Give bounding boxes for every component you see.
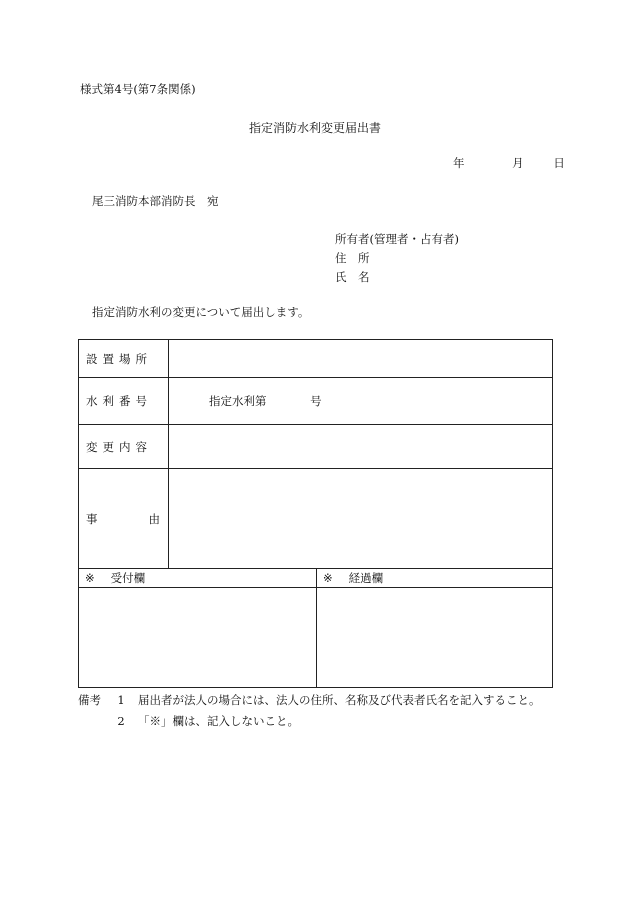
reason-field[interactable] xyxy=(169,469,553,569)
remark-num: 1 xyxy=(117,693,125,707)
date-year: 年 xyxy=(453,156,465,170)
remarks xyxy=(78,690,541,732)
progress-field xyxy=(317,588,553,688)
reception-header: ※ 受付欄 xyxy=(79,569,317,588)
owner-name-label: 氏 名 xyxy=(335,270,370,284)
notice-text: 指定消防水利の変更について届出します。 xyxy=(92,305,310,319)
owner-label: 所有者(管理者・占有者) xyxy=(335,232,459,246)
form-number: 様式第4号(第7条関係) xyxy=(80,82,196,96)
owner-address-label: 住 所 xyxy=(335,251,370,265)
owner-block xyxy=(335,230,459,287)
remark-text: 届出者が法人の場合には、法人の住所、名称及び代表者氏名を記入すること。 xyxy=(138,693,541,707)
remark-text: 「※」欄は、記入しないこと。 xyxy=(138,714,299,728)
date-day: 日 xyxy=(553,156,565,170)
date-line xyxy=(453,155,565,171)
change-label: 変更内容 xyxy=(79,425,169,469)
number-suffix: 号 xyxy=(310,394,322,408)
number-field[interactable] xyxy=(169,378,553,425)
change-field[interactable] xyxy=(169,425,553,469)
remark-num: 2 xyxy=(117,714,125,728)
reason-label: 事 由 xyxy=(79,469,169,569)
progress-header: ※ 経過欄 xyxy=(317,569,553,588)
location-label: 設置場所 xyxy=(79,340,169,378)
office-use-table xyxy=(78,568,553,688)
document-title: 指定消防水利変更届出書 xyxy=(248,121,381,135)
location-field[interactable] xyxy=(169,340,553,378)
number-prefix: 指定水利第 xyxy=(209,394,267,408)
remarks-label: 備考 xyxy=(78,693,101,707)
date-month: 月 xyxy=(512,156,524,170)
reception-field xyxy=(79,588,317,688)
addressee: 尾三消防本部消防長 宛 xyxy=(92,194,219,208)
form-table xyxy=(78,339,553,569)
number-label: 水利番号 xyxy=(79,378,169,425)
